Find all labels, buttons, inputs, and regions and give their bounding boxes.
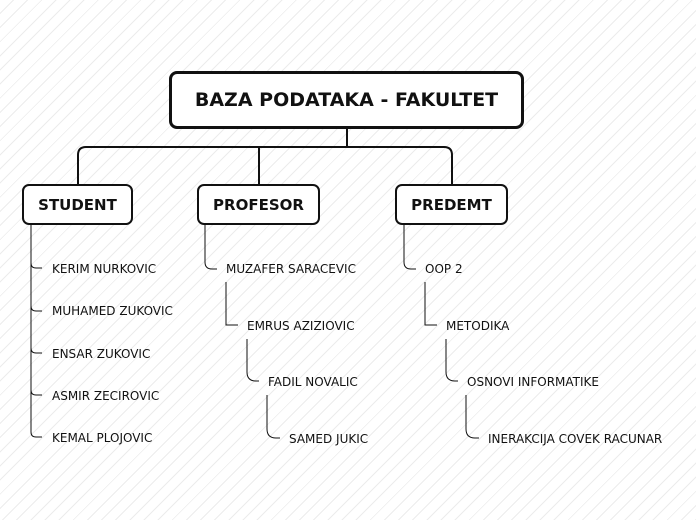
student-item[interactable]: MUHAMED ZUKOVIC	[52, 304, 173, 318]
student-item[interactable]: ASMIR ZECIROVIC	[52, 389, 160, 403]
profesor-item[interactable]: FADIL NOVALIC	[268, 375, 358, 389]
predmet-item[interactable]: INERAKCIJA COVEK RACUNAR	[488, 432, 663, 446]
category-label: PROFESOR	[213, 195, 304, 214]
student-item[interactable]: ENSAR ZUKOVIC	[52, 347, 151, 361]
profesor-item[interactable]: EMRUS AZIZIOVIC	[247, 319, 355, 333]
student-item[interactable]: KEMAL PLOJOVIC	[52, 431, 153, 445]
root-title: BAZA PODATAKA - FAKULTET	[194, 89, 499, 111]
category-profesor[interactable]	[197, 184, 320, 225]
category-predemt[interactable]	[395, 184, 508, 225]
student-item[interactable]: KERIM NURKOVIC	[52, 262, 157, 276]
profesor-item[interactable]: MUZAFER SARACEVIC	[226, 262, 356, 276]
profesor-item[interactable]: SAMED JUKIC	[289, 432, 369, 446]
predmet-item[interactable]: OSNOVI INFORMATIKE	[467, 375, 599, 389]
root-node[interactable]	[169, 71, 524, 129]
category-label: PREDEMT	[411, 195, 492, 214]
predmet-item[interactable]: METODIKA	[446, 319, 510, 333]
category-student[interactable]	[22, 184, 133, 225]
predmet-item[interactable]: OOP 2	[425, 262, 463, 276]
category-label: STUDENT	[38, 195, 117, 214]
